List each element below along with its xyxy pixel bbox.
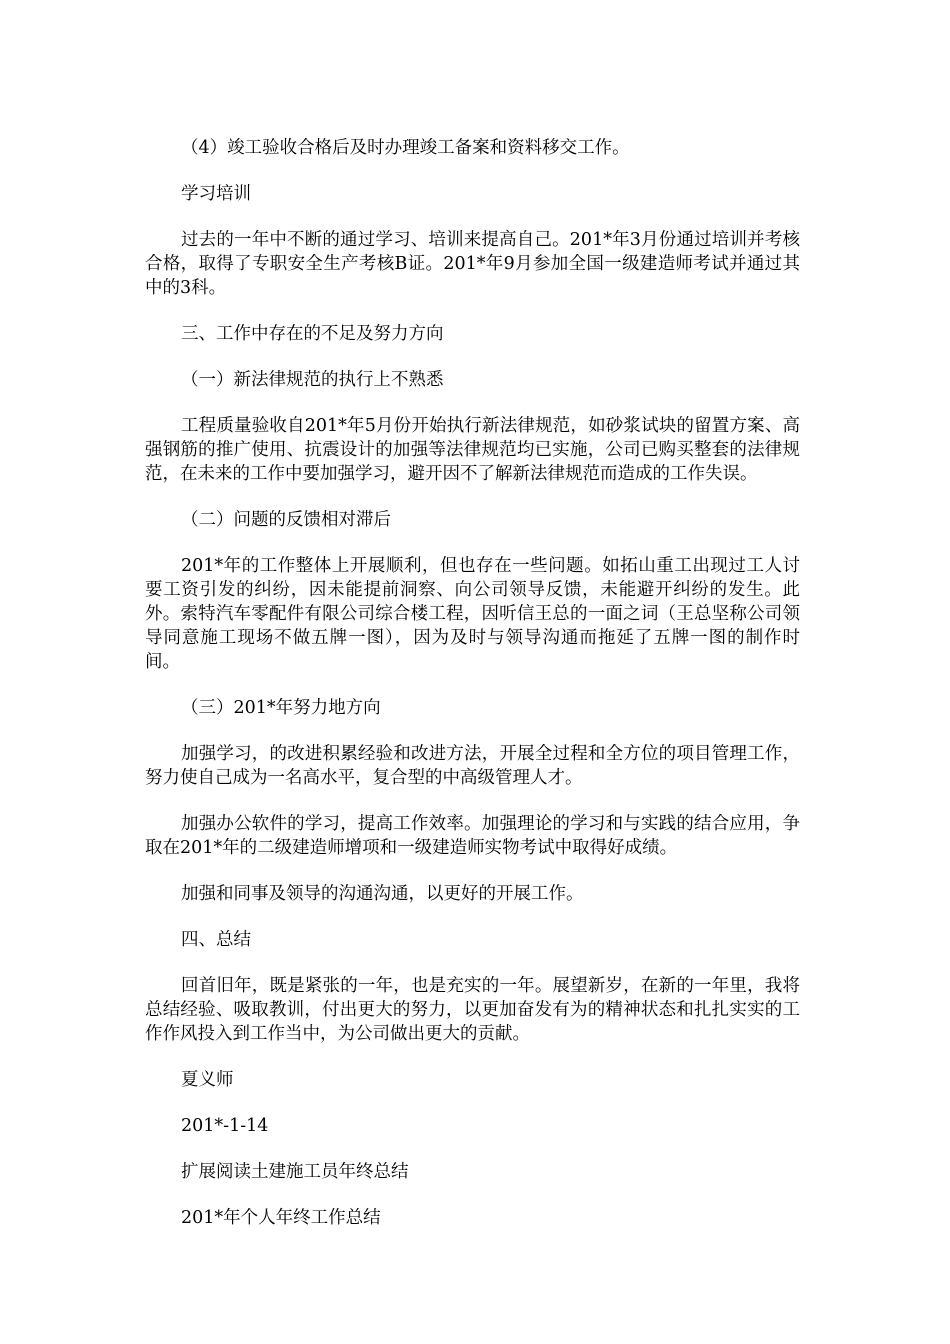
- heading-summary: 四、总结: [181, 930, 251, 950]
- subheading-feedback-lag: （二）问题的反馈相对滞后: [181, 510, 391, 530]
- extended-reading-subtitle: 201*年个人年终工作总结: [181, 1208, 381, 1228]
- paragraph-completion-filing: （4）竣工验收合格后及时办理竣工备案和资料移交工作。: [181, 138, 630, 158]
- paragraph-strengthen-learning: 加强学习，的改进积累经验和改进方法，开展全过程和全方位的项目管理工作，努力使自己成为一名高水平，复合型的中高级管理人才。: [145, 744, 800, 788]
- document-body: [145, 136, 800, 1252]
- paragraph-summary: 回首旧年，既是紧张的一年，也是充实的一年。展望新岁，在新的一年里，我将总结经验、吸取教训，付出更大的努力，以更加奋发有为的精神状态和扎扎实实的工作作风投入到工作当中，为公司做出更大的贡献。: [145, 976, 800, 1044]
- heading-study-training: 学习培训: [181, 184, 251, 204]
- extended-reading-title: 扩展阅读土建施工员年终总结: [181, 1162, 409, 1182]
- paragraph-feedback-lag: 201*年的工作整体上开展顺利，但也存在一些问题。如拓山重工出现过工人讨要工资引发的纠纷，因未能提前洞察、向公司领导反馈，未能避开纠纷的发生。此外。索特汽车零配件有限公司综合楼工程，因听信王总的一面之词（王总坚称公司领导同意施工现场不做五牌一图），因为及时与领导沟通而拖延了五牌一图的制作时间。: [145, 556, 800, 672]
- paragraph-office-software: 加强办公软件的学习，提高工作效率。加强理论的学习和与实践的结合应用，争取在201*年的二级建造师增项和一级建造师实物考试中取得好成绩。: [145, 814, 800, 858]
- heading-shortcomings: 三、工作中存在的不足及努力方向: [181, 324, 444, 344]
- signature-date: 201*-1-14: [181, 1116, 269, 1136]
- paragraph-new-regulations: 工程质量验收自201*年5月份开始执行新法律规范，如砂浆试块的留置方案、高强钢筋的推广使用、抗震设计的加强等法律规范均已实施，公司已购买整套的法律规范，在未来的工作中要加强学习，避开因不了解新法律规范而造成的工作失误。: [145, 416, 800, 484]
- subheading-effort-direction: （三）201*年努力地方向: [181, 698, 381, 718]
- paragraph-communication: 加强和同事及领导的沟通沟通，以更好的开展工作。: [181, 884, 584, 904]
- paragraph-study-training: 过去的一年中不断的通过学习、培训来提高自己。201*年3月份通过培训并考核合格，取得了专职安全生产考核B证。201*年9月参加全国一级建造师考试并通过其中的3科。: [145, 230, 800, 298]
- subheading-new-regulations: （一）新法律规范的执行上不熟悉: [181, 370, 444, 390]
- signature-name: 夏义师: [181, 1070, 234, 1090]
